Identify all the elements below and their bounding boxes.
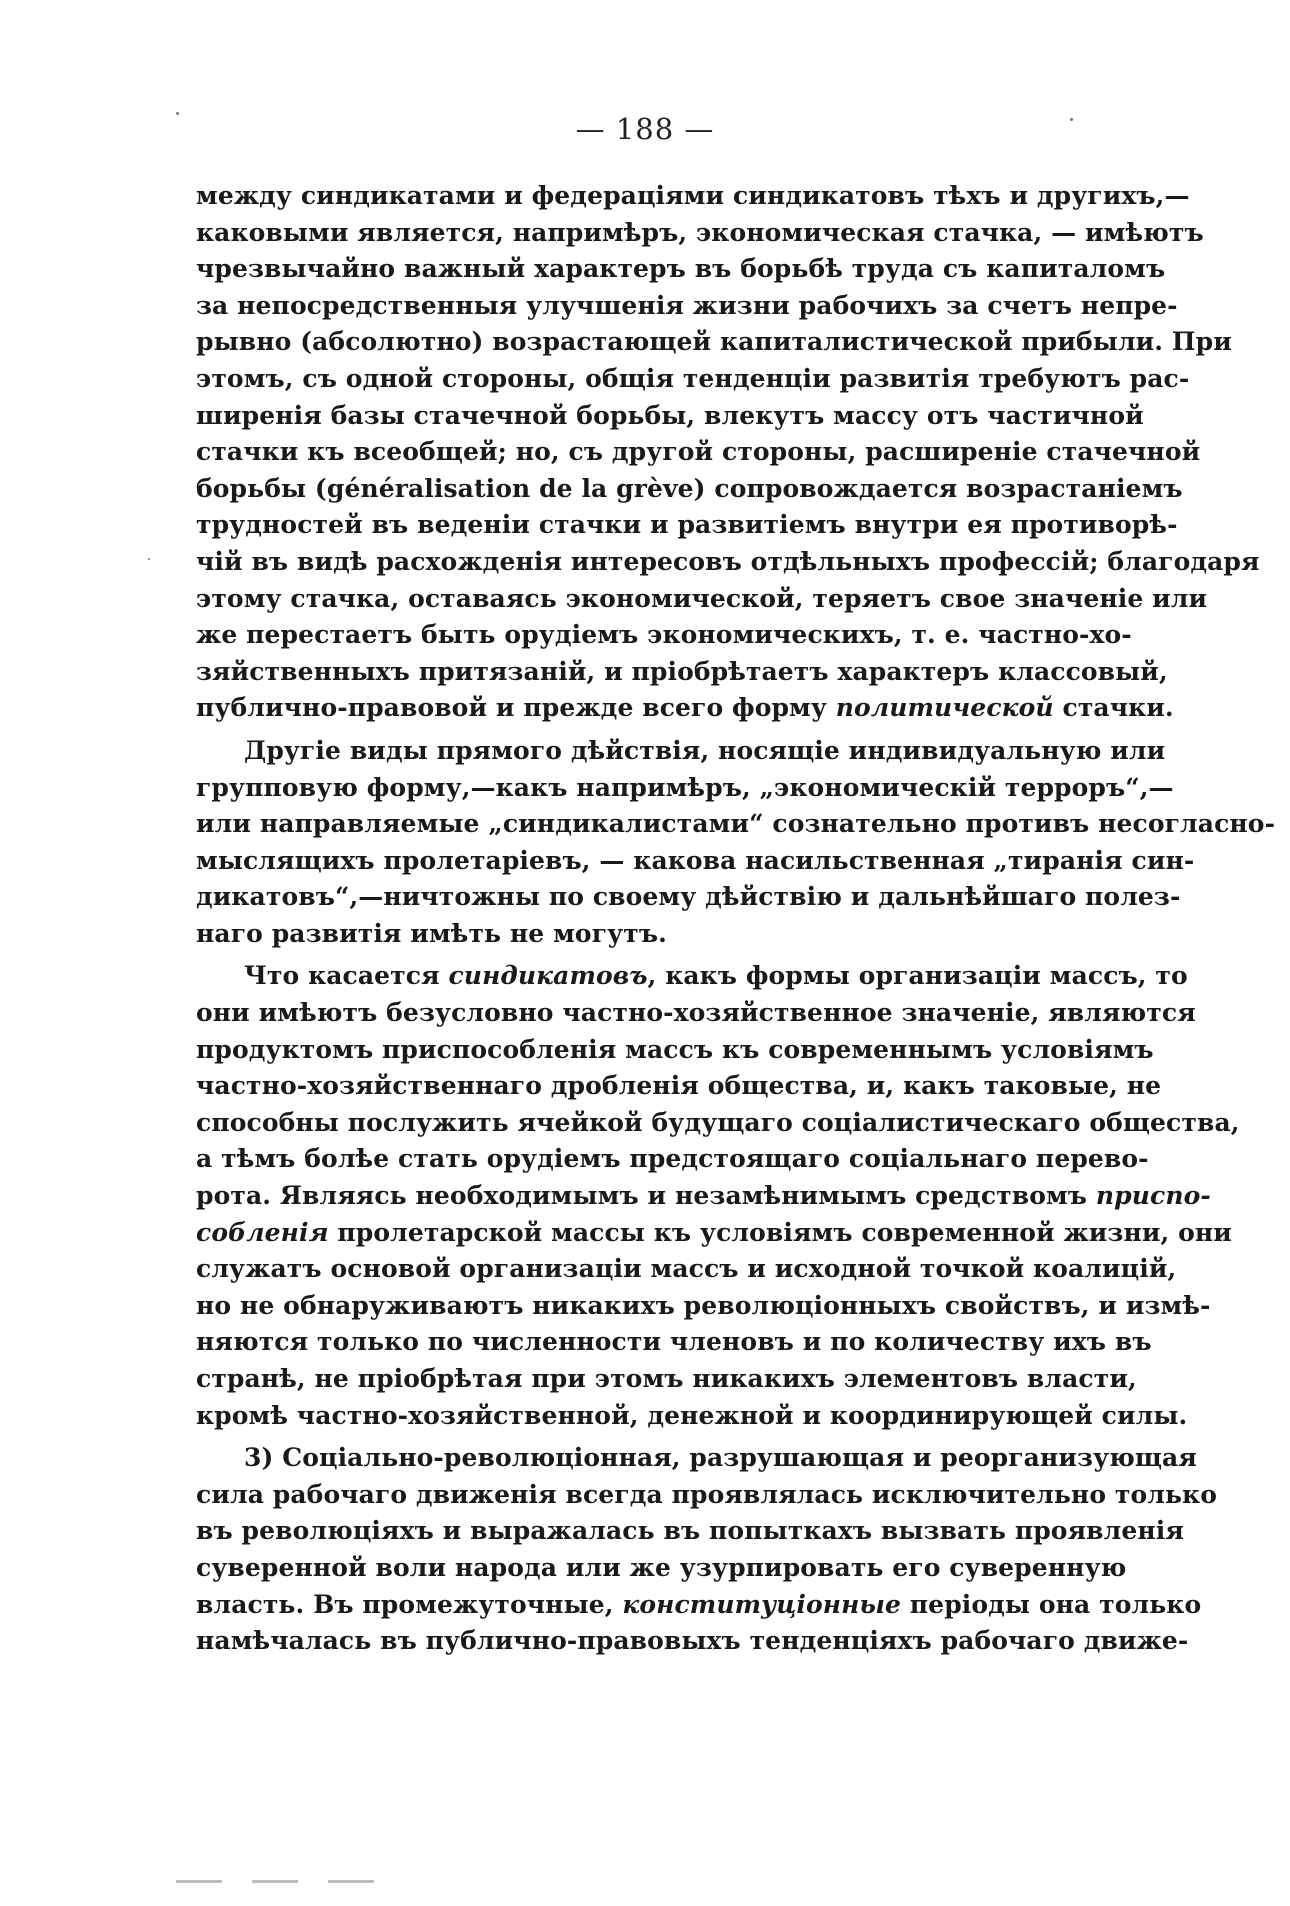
text-line: мыслящихъ пролетаріевъ, — какова насильственная „тиранія син- xyxy=(196,845,1195,875)
text-line: чрезвычайно важный характеръ въ борьбѣ труда съ капиталомъ xyxy=(196,254,1166,284)
text-line: ширенія базы стачечной борьбы, влекутъ массу отъ частичной xyxy=(196,400,1144,430)
text-line: этому стачка, оставаясь экономической, теряетъ свое значеніе или xyxy=(196,583,1208,613)
text-run: власть. Въ промежуточные, xyxy=(196,1589,623,1619)
text-line: зяйственныхъ притязаній, и пріобрѣтаетъ характеръ классовый, xyxy=(196,656,1168,686)
scan-speck xyxy=(1070,118,1073,121)
text-line: наго развитія имѣть не могутъ. xyxy=(196,918,667,948)
paragraph-3 xyxy=(196,958,1240,1434)
text-line xyxy=(196,958,1188,995)
scan-mark xyxy=(328,1880,374,1883)
text-line: рывно (абсолютно) возрастающей капиталистической прибыли. При xyxy=(196,327,1232,357)
text-line: частно-хозяйственнаго дробленія общества, и, какъ таковые, не xyxy=(196,1071,1162,1101)
body-text xyxy=(196,178,1276,1660)
paragraph-1 xyxy=(196,178,1260,727)
text-line: странѣ, не пріобрѣтая при этомъ никакихъ элементовъ власти, xyxy=(196,1364,1137,1393)
text-line: дикатовъ“,—ничтожны по своему дѣйствію и дальнѣйшаго полез- xyxy=(196,882,1181,912)
text-line: кромѣ частно-хозяйственной, денежной и координирующей силы. xyxy=(196,1400,1188,1430)
scan-speck xyxy=(176,112,179,115)
text-line: чій въ видѣ расхожденія интересовъ отдѣльныхъ профессій; благодаря xyxy=(196,546,1260,576)
page-number: — 188 — xyxy=(575,112,715,146)
paragraph-4 xyxy=(196,1440,1217,1660)
text-line xyxy=(196,1587,1202,1624)
scan-mark xyxy=(176,1880,222,1883)
text-run: стачки. xyxy=(1053,693,1174,723)
text-line xyxy=(196,1215,1232,1252)
text-line: сила рабочаго движенія всегда проявлялась исключительно только xyxy=(196,1479,1217,1509)
italic-term: конституціонные xyxy=(622,1589,901,1619)
text-line: намѣчалась въ публично-правовыхъ тенденціяхъ рабочаго движе- xyxy=(196,1626,1189,1656)
text-line: но не обнаруживаютъ никакихъ революціонныхъ свойствъ, и измѣ- xyxy=(196,1290,1211,1320)
text-line: между синдикатами и федераціями синдикатовъ тѣхъ и другихъ,— xyxy=(196,181,1190,210)
text-line: способны послужить ячейкой будущаго соціалистическаго общества, xyxy=(196,1107,1240,1137)
text-line: а тѣмъ болѣе стать орудіемъ предстоящаго соціальнаго перево- xyxy=(196,1144,1149,1174)
text-run: пролетарской массы къ условіямъ современной жизни, они xyxy=(328,1217,1232,1247)
text-line: суверенной воли народа или же узурпировать его суверенную xyxy=(196,1552,1127,1582)
text-run: рота. Являясь необходимымъ и незамѣнимымъ средствомъ xyxy=(196,1181,1096,1211)
text-run: , какъ формы организаціи массъ, то xyxy=(647,961,1188,991)
text-line: въ революціяхъ и выражалась въ попыткахъ вызвать проявленія xyxy=(196,1516,1184,1546)
text-line: Другіе виды прямого дѣйствія, носящіе индивидуальную или xyxy=(244,735,1166,765)
text-line: групповую форму,—какъ напримѣръ, „экономическій терроръ“,— xyxy=(196,772,1174,802)
text-line: трудностей въ веденіи стачки и развитіемъ внутри ея противорѣ- xyxy=(196,510,1178,540)
text-line: 3) Соціально-революціонная, разрушающая и реорганизующая xyxy=(244,1443,1197,1473)
text-line: продуктомъ приспособленія массъ къ современнымъ условіямъ xyxy=(196,1034,1154,1064)
text-run: Что касается xyxy=(244,961,449,991)
text-line: же перестаетъ быть орудіемъ экономическихъ, т. е. частно-хо- xyxy=(196,620,1132,650)
italic-term: политической xyxy=(835,693,1054,723)
text-line: няются только по численности членовъ и по количеству ихъ въ xyxy=(196,1327,1152,1357)
text-run: публично-правовой и прежде всего форму xyxy=(196,693,836,723)
text-line: каковыми является, напримѣръ, экономическая стачка, — имѣютъ xyxy=(196,217,1204,247)
paragraph-2 xyxy=(196,733,1276,953)
text-line: служатъ основой организаціи массъ и исходной точкой коалицій, xyxy=(196,1254,1177,1284)
text-line: этомъ, съ одной стороны, общія тенденціи развитія требуютъ рас- xyxy=(196,363,1190,393)
text-line xyxy=(196,1178,1211,1215)
text-line: борьбы (généralisation de la grève) сопровождается возрастаніемъ xyxy=(196,473,1183,503)
text-line: они имѣютъ безусловно частно-хозяйственное значеніе, являются xyxy=(196,998,1196,1028)
scan-speck xyxy=(148,558,150,560)
italic-term: приспо- xyxy=(1095,1181,1211,1211)
text-line: за непосредственныя улучшенія жизни рабочихъ за счетъ непре- xyxy=(196,290,1178,320)
italic-term: синдикатовъ xyxy=(448,961,648,991)
scan-mark xyxy=(252,1880,298,1883)
text-line xyxy=(196,690,1174,727)
text-run: періоды она только xyxy=(900,1589,1202,1619)
footer-scan-marks xyxy=(176,1868,476,1872)
text-line: стачки къ всеобщей; но, съ другой стороны, расширеніе стачечной xyxy=(196,437,1201,467)
italic-term: собленія xyxy=(196,1217,329,1247)
text-line: или направляемые „синдикалистами“ сознательно противъ несогласно- xyxy=(196,809,1276,839)
